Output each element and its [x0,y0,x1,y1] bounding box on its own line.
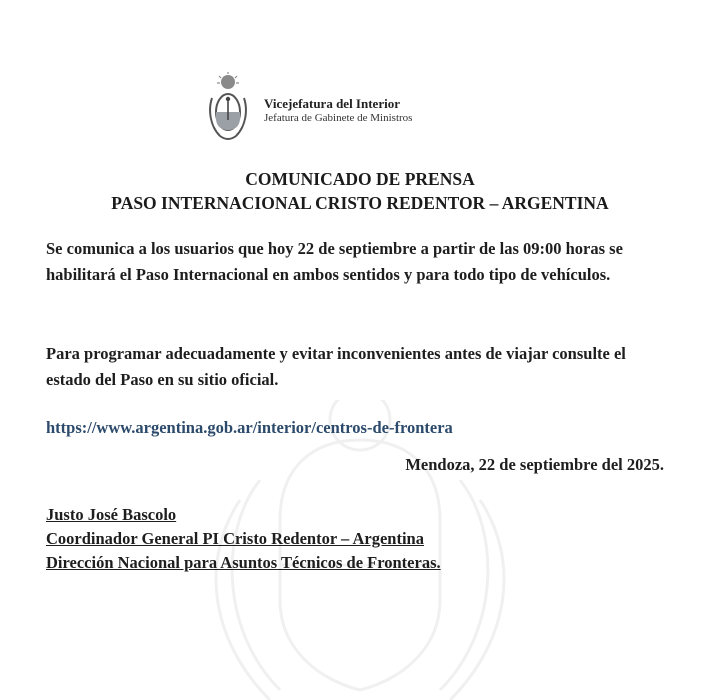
argentina-coat-of-arms-icon [206,72,250,144]
official-site-link[interactable]: https://www.argentina.gob.ar/interior/centros-de-frontera [46,418,453,437]
title-line-2: PASO INTERNACIONAL CRISTO REDENTOR – ARGENTINA [111,193,609,213]
date-line: Mendoza, 22 de septiembre del 2025. [405,455,664,474]
paragraph-announcement: Se comunica a los usuarios que hoy 22 de septiembre a partir de las 09:00 horas se habilitará el Paso Internacional en ambos sentidos y para todo tipo de vehículos. [46,239,623,284]
title-line-1: COMUNICADO DE PRENSA [245,169,475,189]
coat-of-arms-watermark [160,400,560,700]
signatory-office: Dirección Nacional para Asuntos Técnicos de Fronteras. [46,553,441,572]
signatory-name: Justo José Bascolo [46,505,177,524]
org-name: Vicejefatura del Interior [264,96,400,111]
paragraph-advice: Para programar adecuadamente y evitar inconvenientes antes de viajar consulte el estado del Paso en su sitio oficial. [46,344,626,389]
org-subname: Jefatura de Gabinete de Ministros [264,112,413,124]
signatory-role: Coordinador General PI Cristo Redentor – Argentina [46,529,424,548]
